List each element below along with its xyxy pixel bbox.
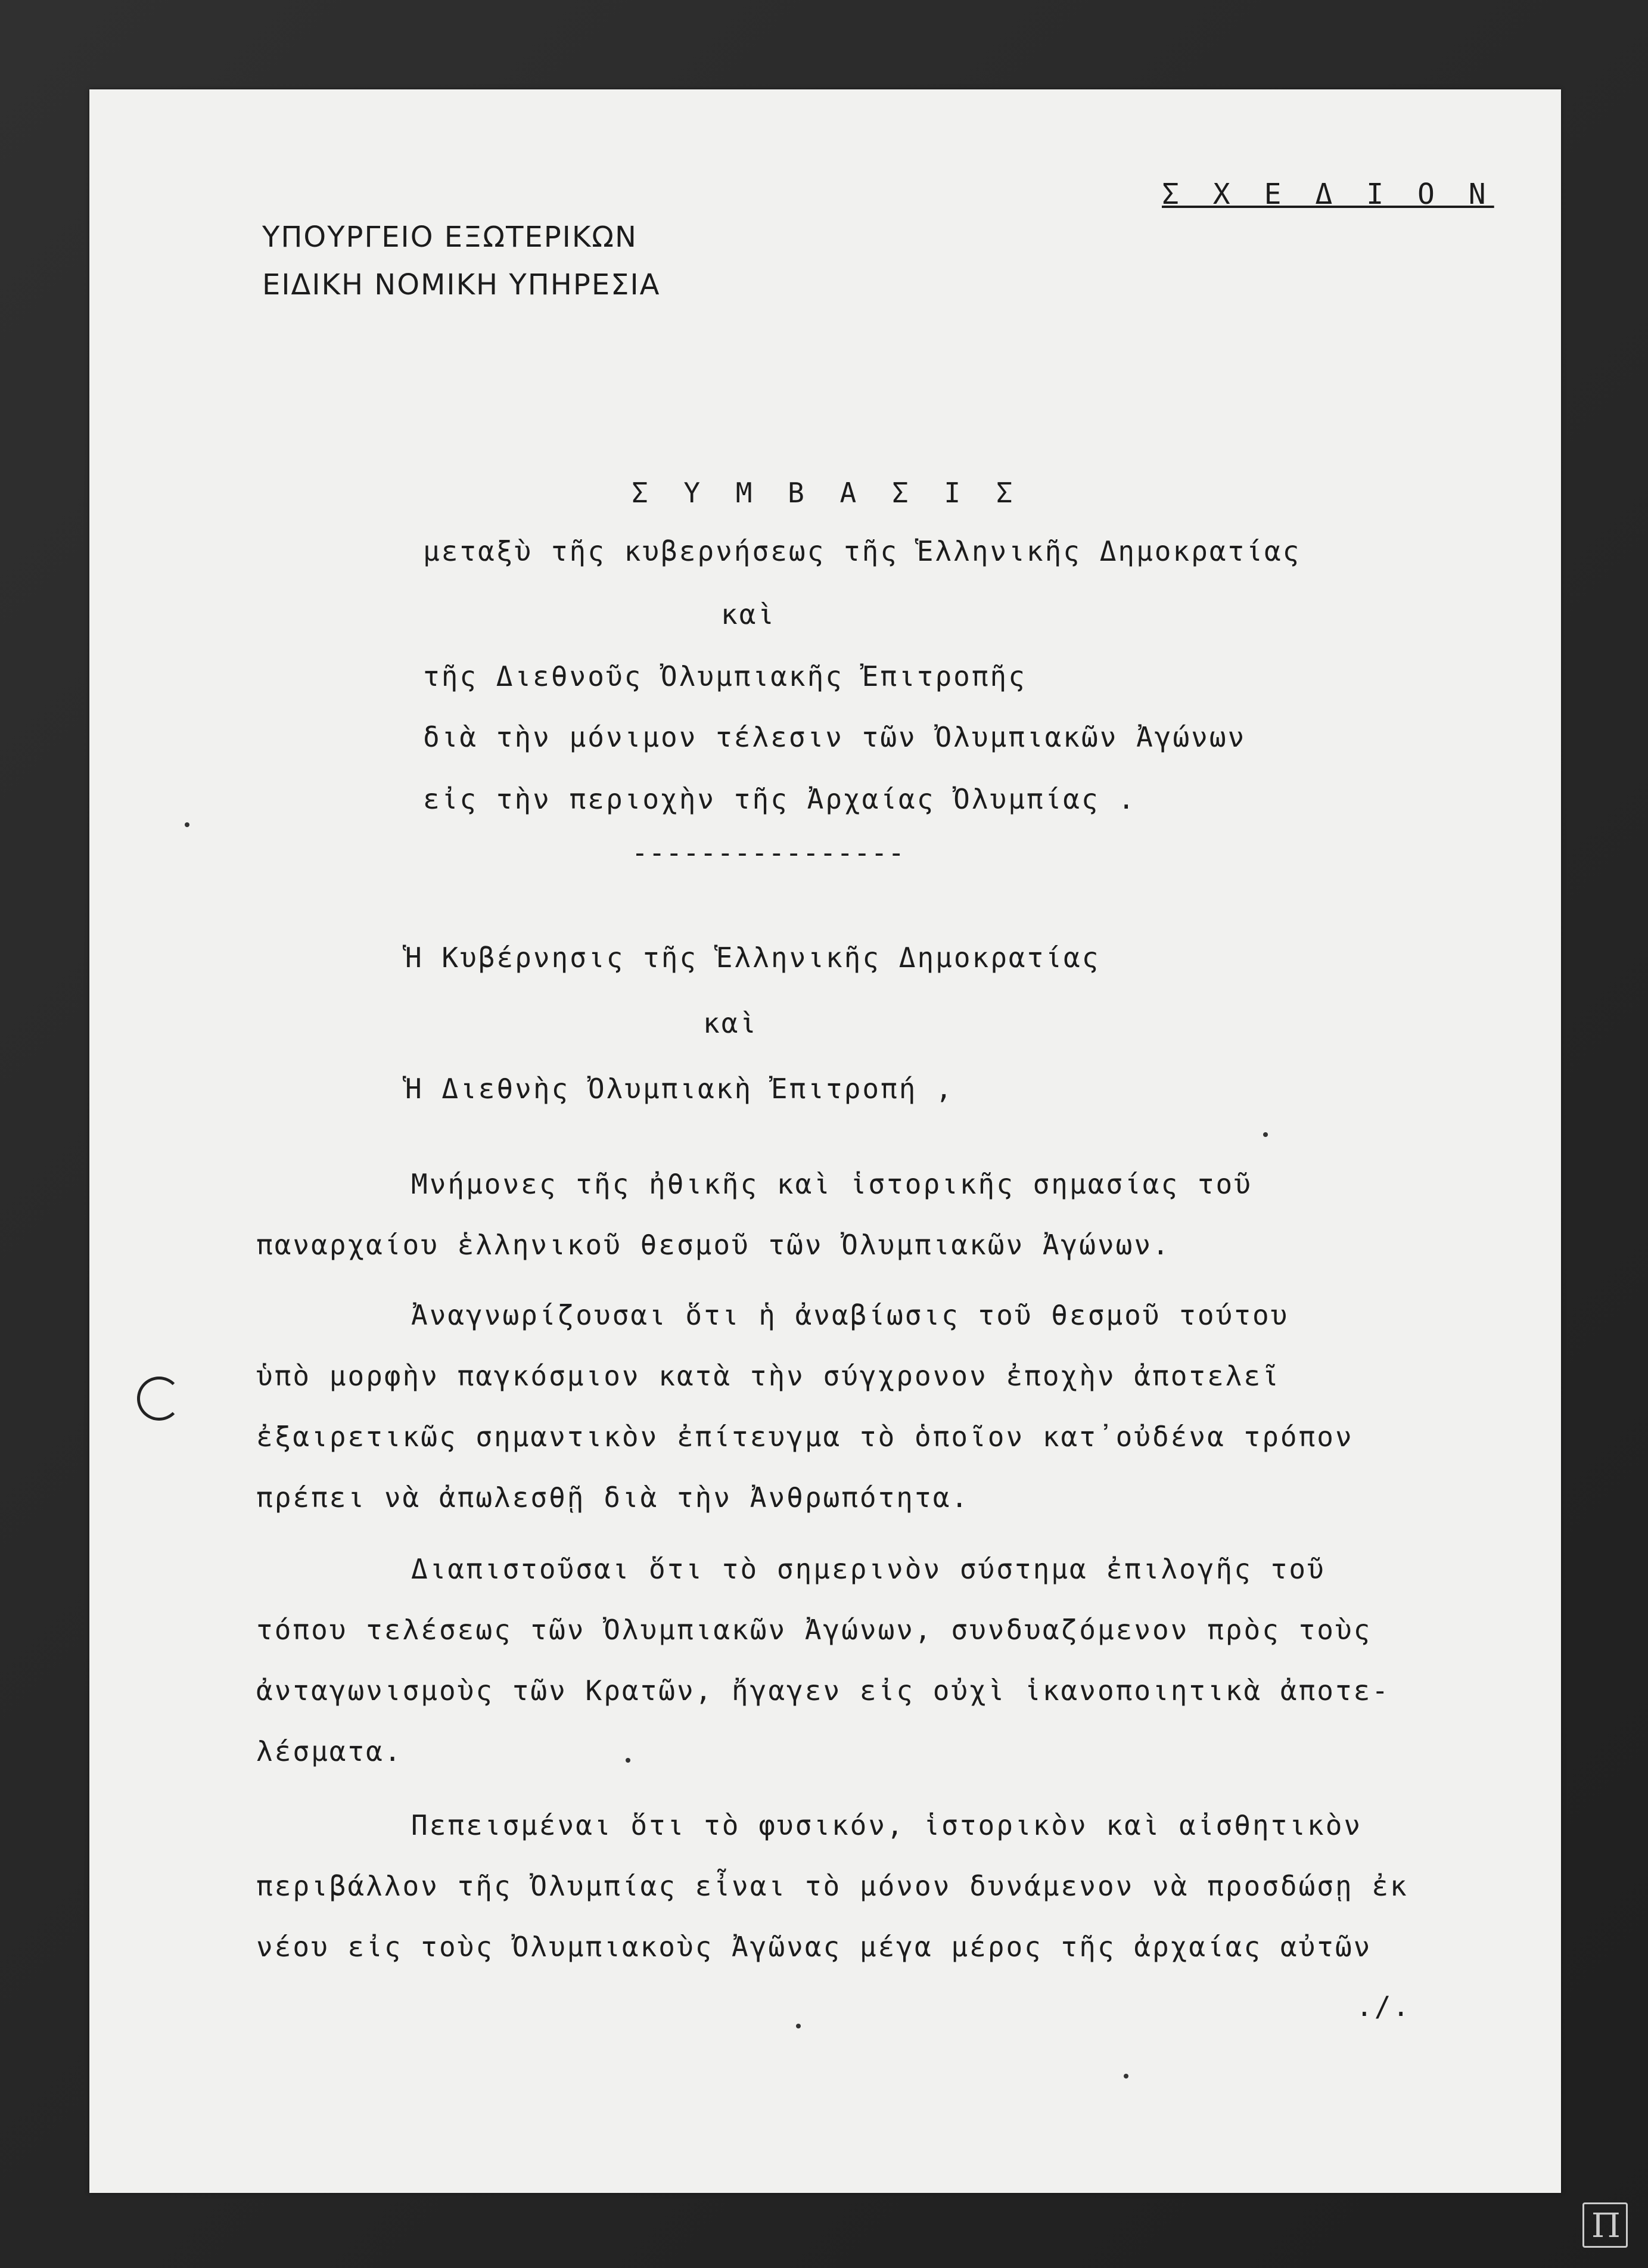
title-line-3: τῆς Διεθνοῦς Ὀλυμπιακῆς Ἐπιτροπῆς	[423, 660, 1027, 692]
title-line-4: διὰ τὴν μόνιμον τέλεσιν τῶν Ὀλυμπιακῶν Ἀγώνων	[423, 721, 1246, 753]
draft-label: Σ Χ Ε Δ Ι Ο Ν	[1162, 178, 1494, 211]
title-line-5: εἰς τὴν περιοχὴν τῆς Ἀρχαίας Ὀλυμπίας .	[423, 783, 1137, 815]
ink-speck	[1263, 1132, 1268, 1137]
paragraph-3-line-4: λέσματα.	[256, 1735, 403, 1767]
archive-logo-glyph: Π	[1591, 2207, 1621, 2245]
paragraph-3-line-1: Διαπιστοῦσαι ὅτι τὸ σημερινὸν σύστημα ἐπιλογῆς τοῦ	[411, 1553, 1326, 1585]
ink-speck	[626, 1758, 630, 1763]
paragraph-2-line-4: πρέπει νὰ ἀπωλεσθῇ διὰ τὴν Ἀνθρωπότητα.	[256, 1481, 970, 1514]
paragraph-3-line-3: ἀνταγωνισμοὺς τῶν Κρατῶν, ἤγαγεν εἰς οὐχὶ ἱκανοποιητικὰ ἀποτε-	[256, 1674, 1391, 1707]
party-line-2: καὶ	[703, 1007, 758, 1039]
title-line-2: καὶ	[721, 598, 776, 630]
title-separator: ----------------	[632, 837, 906, 869]
service-name: ΕΙΔΙΚΗ ΝΟΜΙΚΗ ΥΠΗΡΕΣΙΑ	[262, 268, 661, 302]
paragraph-1-line-2: παναρχαίου ἑλληνικοῦ θεσμοῦ τῶν Ὀλυμπιακῶν Ἀγώνων.	[256, 1229, 1171, 1261]
party-line-1: Ἡ Κυβέρνησις τῆς Ἑλληνικῆς Δημοκρατίας	[405, 942, 1100, 974]
ink-speck	[185, 822, 189, 827]
ink-speck	[1124, 2074, 1128, 2079]
paragraph-4-line-3: νέου εἰς τοὺς Ὀλυμπιακοὺς Ἀγῶνας μέγα μέρος τῆς ἀρχαίας αὐτῶν	[256, 1931, 1372, 1963]
ink-speck	[796, 2024, 801, 2028]
title-line-1: μεταξὺ τῆς κυβερνήσεως τῆς Ἑλληνικῆς Δημοκρατίας	[423, 535, 1301, 567]
paragraph-2-line-1: Ἀναγνωρίζουσαι ὅτι ἡ ἀναβίωσις τοῦ θεσμοῦ τούτου	[411, 1299, 1289, 1331]
document-page	[89, 89, 1561, 2193]
paragraph-3-line-2: τόπου τελέσεως τῶν Ὀλυμπιακῶν Ἀγώνων, συνδυαζόμενον πρὸς τοὺς	[256, 1614, 1372, 1646]
paragraph-1-line-1: Μνήμονες τῆς ἠθικῆς καὶ ἱστορικῆς σημασίας τοῦ	[411, 1168, 1252, 1200]
ministry-name: ΥΠΟΥΡΓΕΙΟ ΕΞΩΤΕΡΙΚΩΝ	[262, 220, 638, 254]
paragraph-4-line-1: Πεπεισμέναι ὅτι τὸ φυσικόν, ἱστορικὸν καὶ αἰσθητικὸν	[411, 1809, 1363, 1841]
continuation-mark: ./.	[1356, 1990, 1411, 2022]
archive-logo	[1582, 2202, 1628, 2248]
paragraph-2-line-3: ἐξαιρετικῶς σημαντικὸν ἐπίτευγμα τὸ ὁποῖον κατ᾽οὐδένα τρόπον	[256, 1421, 1354, 1453]
paragraph-2-line-2: ὑπὸ μορφὴν παγκόσμιον κατὰ τὴν σύγχρονον ἐποχὴν ἀποτελεῖ	[256, 1360, 1280, 1392]
paragraph-4-line-2: περιβάλλον τῆς Ὀλυμπίας εἶναι τὸ μόνον δυνάμενον νὰ προσδώσῃ ἐκ	[256, 1870, 1408, 1902]
agreement-title: Σ Υ Μ Β Α Σ Ι Σ	[632, 477, 1022, 509]
party-line-3: Ἡ Διεθνὴς Ὀλυμπιακὴ Ἐπιτροπή ,	[405, 1073, 954, 1105]
punch-hole-mark	[137, 1377, 181, 1421]
